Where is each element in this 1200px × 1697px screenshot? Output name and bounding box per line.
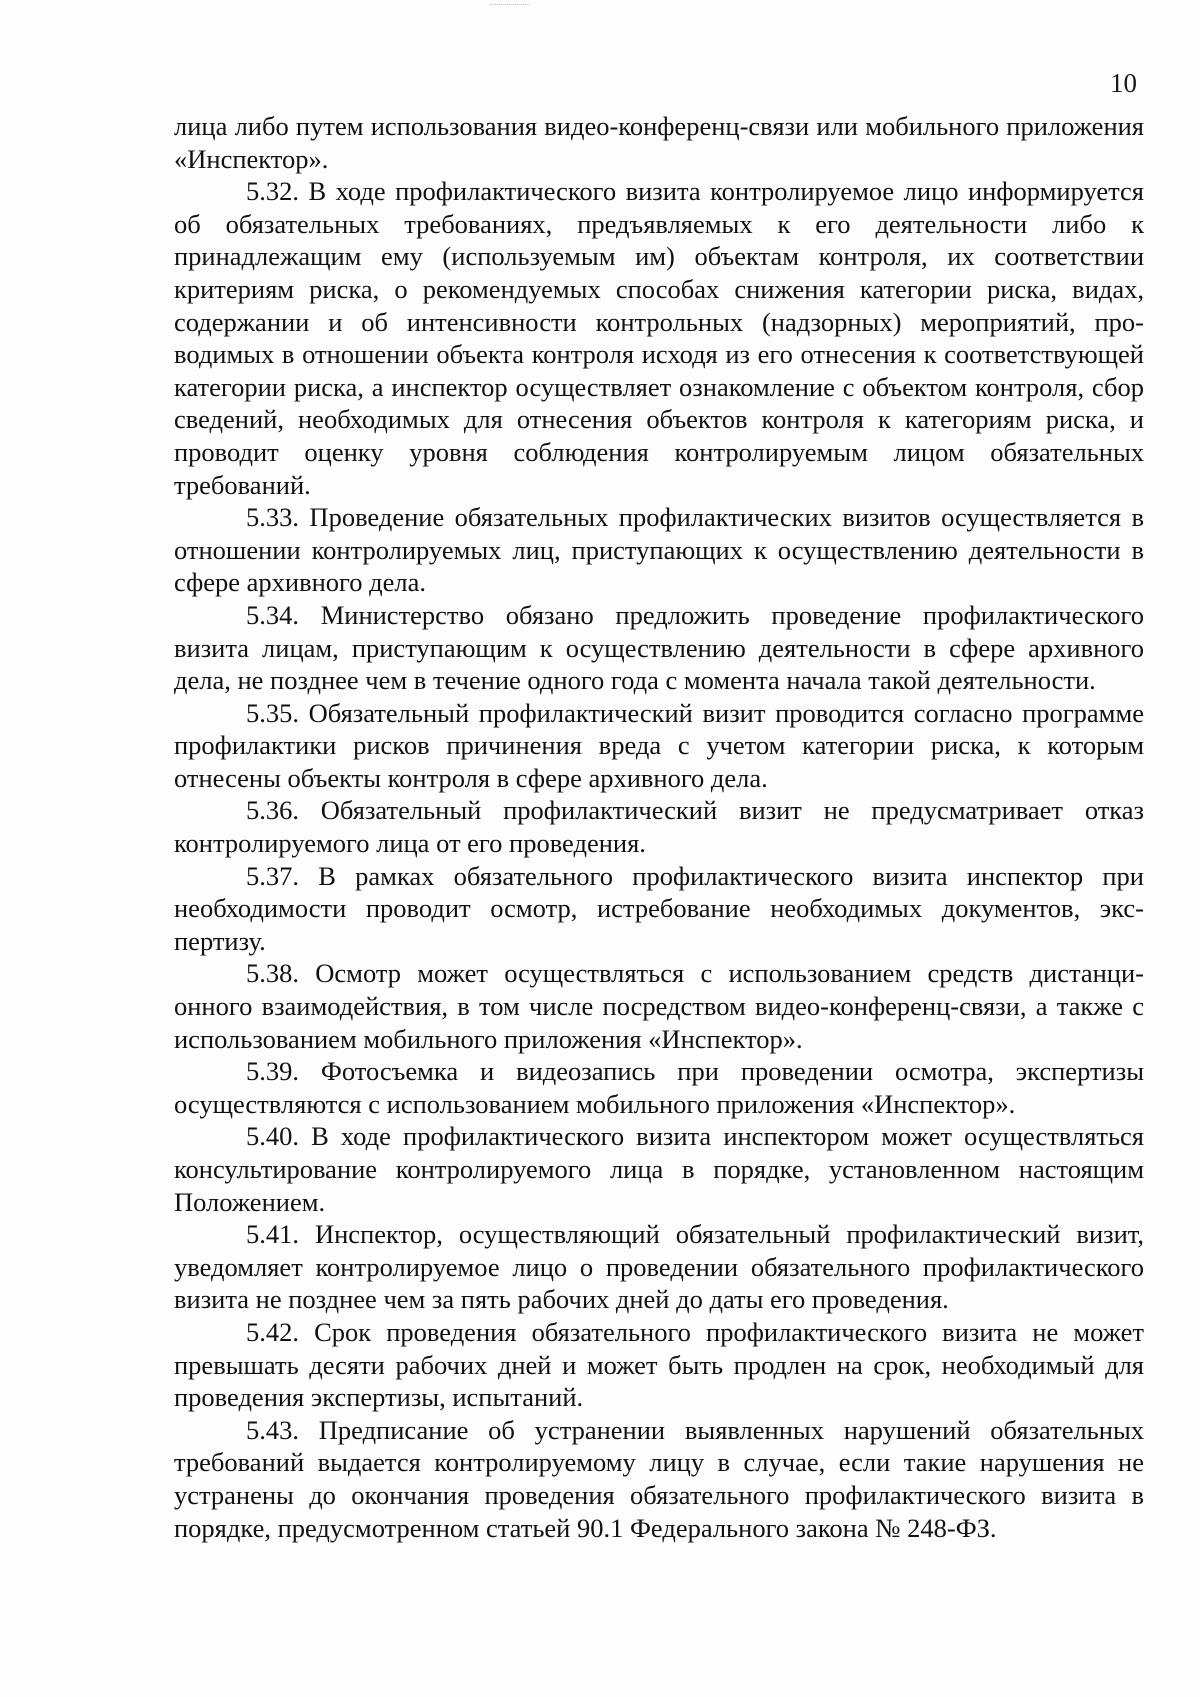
paragraph-5-38: 5.38. Осмотр может осуществляться с использованием средств дистанционного взаимодействия, в том числе посредством видео-конференц-связи, а также с использованием мобильного приложения «Инспектор». bbox=[174, 958, 1144, 1054]
document-body bbox=[174, 110, 1144, 1544]
paragraph-5-35: 5.35. Обязательный профилактический визит проводится согласно программе профилактики рисков причинения вреда с учетом категории риска, к которым отнесены объекты контроля в сфере архивного дела. bbox=[174, 697, 1144, 793]
paragraph-5-33: 5.33. Проведение обязательных профилактических визитов осуществляется в отношении контролируемых лиц, приступающих к осуществлению деятельности в сфере архивного дела. bbox=[174, 502, 1144, 598]
paragraph-5-32: 5.32. В ходе профилактического визита контролируемое лицо информируется об обязательных требованиях, предъявляемых к его деятельности либо к принадлежащим ему (используемым им) объектам контроля, их соответствии критериям риска, о рекомендуемых способах снижения категории риска, видах, содержании и об интенсивности контрольных (надзорных) мероприятий, проводимых в отношении объекта контроля исходя из его отнесения к соответствующей категории риска, а инспектор осуществляет ознакомление с объектом контроля, сбор сведений, необходимых для отнесения объектов контроля к категориям риска, и проводит оценку уровня соблюдения контролируемым лицом обязательных требований. bbox=[174, 176, 1144, 500]
paragraph-5-39: 5.39. Фотосъемка и видеозапись при проведении осмотра, экспертизы осуществляются с использованием мобильного приложения «Инспектор». bbox=[174, 1056, 1144, 1119]
paragraph-5-34: 5.34. Министерство обязано предложить проведение профилактического визита лицам, приступающим к осуществлению деятельности в сфере архивного дела, не позднее чем в течение одного года с момента начала такой деятельности. bbox=[174, 599, 1144, 696]
page-number: 10 bbox=[1110, 68, 1137, 98]
paragraph-5-40: 5.40. В ходе профилактического визита инспектором может осуществляться консультирование контролируемого лица в порядке, установленном настоящим Положением. bbox=[174, 1121, 1144, 1217]
paragraph-continuation: лица либо путем использования видео-конференц-связи или мобильного приложения «Инспектор». bbox=[174, 111, 1144, 174]
paragraph-5-42: 5.42. Срок проведения обязательного профилактического визита не может превышать десяти рабочих дней и может быть продлен на срок, необходимый для проведения экспертизы, испытаний. bbox=[174, 1316, 1144, 1413]
scan-artifact bbox=[490, 4, 530, 7]
paragraph-5-37: 5.37. В рамках обязательного профилактического визита инспектор при необходимости проводит осмотр, истребование необходимых документов, экспертизу. bbox=[174, 860, 1144, 956]
paragraph-5-43: 5.43. Предписание об устранении выявленных нарушений обязательных требований выдается контролируемому лицу в случае, если такие нарушения не устранены до окончания проведения обязательного профилактического визита в порядке, предусмотренном статьей 90.1 Федерального закона № 248-ФЗ. bbox=[174, 1414, 1144, 1543]
paragraph-5-36: 5.36. Обязательный профилактический визит не предусматривает отказ контролируемого лица от его проведения. bbox=[174, 795, 1144, 859]
paragraph-5-41: 5.41. Инспектор, осуществляющий обязательный профилактический визит, уведомляет контролируемое лицо о проведении обязательного профилактического визита не позднее чем за пять рабочих дней до даты его проведения. bbox=[174, 1219, 1144, 1315]
